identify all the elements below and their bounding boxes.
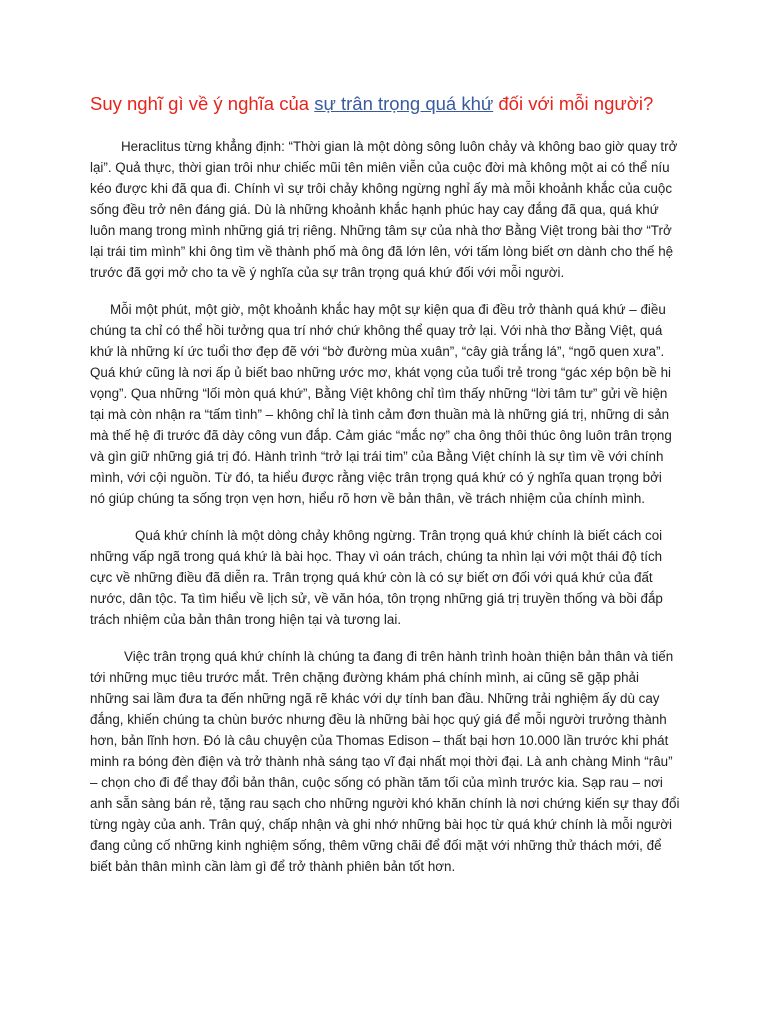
paragraph-intro: Heraclitus từng khẳng định: “Thời gian là một dòng sông luôn chảy và không bao giờ quay trở lại”. Quả thực, thời gian trôi như chiếc mũi tên miên viễn của cuộc đời mà không một ai có thể níu kéo được khi đã qua đi. Chính vì sự trôi chảy không ngừng nghỉ ấy mà mỗi khoảnh khắc của cuộc sống đều trở nên đáng giá. Dù là những khoảnh khắc hạnh phúc hay cay đắng đã qua, quá khứ luôn mang trong mình những giá trị riêng. Những tâm sự của nhà thơ Bằng Việt trong bài thơ “Trở lại trái tim mình” khi ông tìm về thành phố mà ông đã lớn lên, với tấm lòng biết ơn dành cho thế hệ trước đã gợi mở cho ta về ý nghĩa của sự trân trọng quá khứ đối với mỗi người. (90, 139, 678, 280)
title-prefix: Suy nghĩ gì về ý nghĩa của (90, 93, 315, 114)
title-suffix: đối với mỗi người? (493, 93, 654, 114)
document-title (90, 90, 680, 118)
paragraph-explanation: Mỗi một phút, một giờ, một khoảnh khắc hay một sự kiện qua đi đều trở thành quá khứ – điều chúng ta chỉ có thể hồi tưởng qua trí nhớ chứ không thể quay trở lại. Với nhà thơ Bằng Việt, quá khứ là những kí ức tuổi thơ đẹp đẽ với “bờ đường mùa xuân”, “cây già trắng lá”, “ngõ quen xưa”. Quá khứ cũng là nơi ấp ủ biết bao những ước mơ, khát vọng của tuổi trẻ trong “gác xép bộn bề hi vọng”. Qua những “lối mòn quá khứ”, Bằng Việt không chỉ tìm thấy những “lời tâm tư” gửi về hiện tại mà còn nhận ra “tấm tình” – không chỉ là tình cảm đơn thuần mà là những giá trị, những di sản mà thế hệ đi trước đã dày công vun đắp. Cảm giác “mắc nợ” cha ông thôi thúc ông luôn trân trọng và gìn giữ những giá trị đó. Hành trình “trở lại trái tim” của Bằng Việt chính là sự tìm về với chính mình, với cội nguồn. Từ đó, ta hiểu được rằng việc trân trọng quá khứ có ý nghĩa quan trọng bởi nó giúp chúng ta sống trọn vẹn hơn, hiểu rõ hơn về bản thân, về trách nhiệm của chính mình. (90, 302, 672, 506)
document-page (90, 90, 680, 893)
paragraph-examples: Việc trân trọng quá khứ chính là chúng ta đang đi trên hành trình hoàn thiện bản thân và tiến tới những mục tiêu trước mắt. Trên chặng đường khám phá chính mình, ai cũng sẽ gặp phải những sai lầm đưa ta đến những ngã rẽ khác với dự tính ban đầu. Những trải nghiệm ấy dù cay đắng, khiến chúng ta chùn bước nhưng đều là những bài học quý giá để mỗi người trưởng thành hơn, bản lĩnh hơn. Đó là câu chuyện của Thomas Edison – thất bại hơn 10.000 lần trước khi phát minh ra bóng đèn điện và trở thành nhà sáng tạo vĩ đại nhất mọi thời đại. Là anh chàng Minh “râu” – chọn cho đi để thay đổi bản thân, cuộc sống có phần tăm tối của mình trước kia. Sạp rau – nơi anh sẵn sàng bán rẻ, tặng rau sạch cho những người khó khăn chính là nơi chứng kiến sự thay đổi từng ngày của anh. Trân quý, chấp nhận và ghi nhớ những bài học từ quá khứ chính là mỗi người đang củng cố những kinh nghiệm sống, thêm vững chãi để đối mặt với những thử thách mới, để biết bản thân mình cần làm gì để trở thành phiên bản tốt hơn. (90, 649, 680, 874)
paragraph-meaning: Quá khứ chính là một dòng chảy không ngừng. Trân trọng quá khứ chính là biết cách coi những vấp ngã trong quá khứ là bài học. Thay vì oán trách, chúng ta nhìn lại với một thái độ tích cực về những điều đã diễn ra. Trân trọng quá khứ còn là có sự biết ơn đối với quá khứ của đất nước, dân tộc. Ta tìm hiểu về lịch sử, về văn hóa, tôn trọng những giá trị truyền thống và bồi đắp trách nhiệm của bản thân trong hiện tại và tương lai. (90, 528, 663, 627)
title-link[interactable]: sự trân trọng quá khứ (314, 93, 494, 114)
